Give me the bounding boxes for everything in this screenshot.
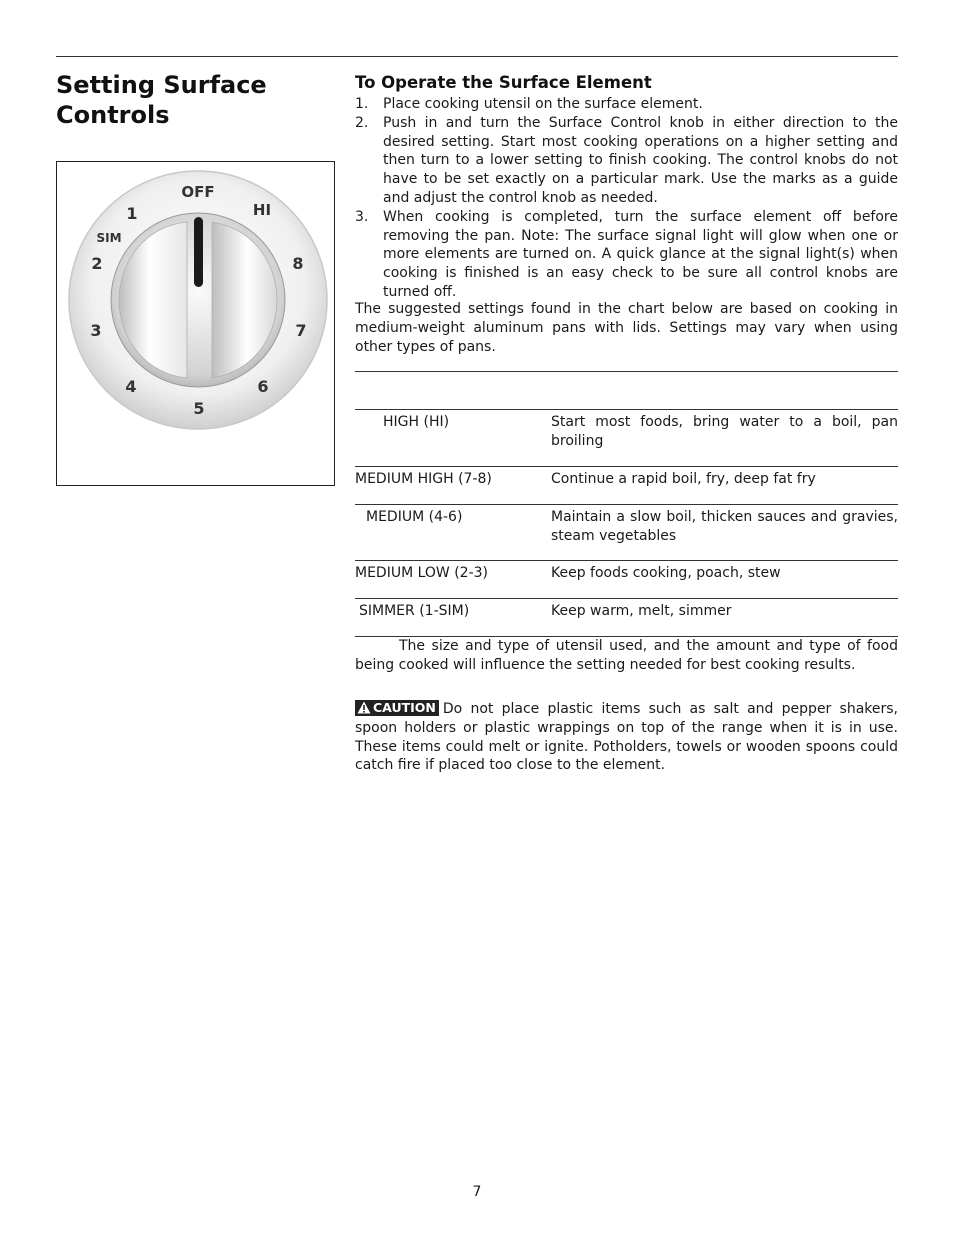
caution-badge xyxy=(355,700,439,716)
knob-label-3: 3 xyxy=(90,321,102,340)
intro-paragraph: The suggested settings found in the chart below are based on cooking in medium-weight aluminum pans with lids. Settings may vary when using other types of pans. xyxy=(355,301,898,355)
section-heading: To Operate the Surface Element xyxy=(355,73,652,92)
setting-cell: MEDIUM HIGH (7-8) xyxy=(355,467,551,505)
note-paragraph: The size and type of utensil used, and the amount and type of food being cooked will influence the setting needed for best cooking results. xyxy=(355,638,898,673)
setting-cell: MEDIUM LOW (2-3) xyxy=(355,561,551,599)
instruction-steps xyxy=(355,95,898,302)
table-row xyxy=(355,410,898,467)
surface-control-knob-illustration xyxy=(56,161,335,486)
knob-label-7: 7 xyxy=(295,321,307,340)
knob-label-4: 4 xyxy=(125,377,137,396)
table-header-blank xyxy=(355,372,898,410)
table-header-spacer-row xyxy=(355,372,898,410)
step-text: When cooking is completed, turn the surface element off before removing the pan. Note: The surface signal light will glow when one or more elements are turned on. A quick glance at the signal light(s) when cooking is finished is an easy check to be sure all control knobs are turned off. xyxy=(383,208,898,300)
use-cell: Keep warm, melt, simmer xyxy=(551,599,898,637)
table-row xyxy=(355,561,898,599)
instruction-step xyxy=(355,208,898,302)
caution-paragraph xyxy=(355,700,898,775)
instruction-step xyxy=(355,114,898,208)
table-row xyxy=(355,467,898,505)
setting-cell: HIGH (HI) xyxy=(355,410,551,467)
table-row xyxy=(355,599,898,637)
setting-cell: SIMMER (1-SIM) xyxy=(355,599,551,637)
knob-label-6: 6 xyxy=(257,377,269,396)
step-number: 1. xyxy=(355,96,369,112)
knob-label-8: 8 xyxy=(292,254,304,273)
top-rule xyxy=(56,56,898,57)
knob-diagram xyxy=(57,162,334,485)
step-number: 3. xyxy=(355,208,369,225)
table-row xyxy=(355,505,898,561)
setting-cell: MEDIUM (4-6) xyxy=(355,505,551,561)
settings-table xyxy=(355,371,898,637)
use-cell: Start most foods, bring water to a boil, pan broiling xyxy=(551,410,898,467)
knob-label-off: OFF xyxy=(181,183,215,201)
knob-label-5: 5 xyxy=(193,399,205,418)
knob-pointer-indicator xyxy=(194,217,203,287)
use-cell: Maintain a slow boil, thicken sauces and gravies, steam vegetables xyxy=(551,505,898,561)
use-cell: Keep foods cooking, poach, stew xyxy=(551,561,898,599)
knob-label-1: 1 xyxy=(126,204,138,223)
caution-label: CAUTION xyxy=(373,700,436,715)
page-number: 7 xyxy=(472,1184,482,1200)
step-number: 2. xyxy=(355,114,369,131)
warning-triangle-icon xyxy=(357,701,371,714)
page-title: Setting Surface Controls xyxy=(56,71,267,129)
use-cell: Continue a rapid boil, fry, deep fat fry xyxy=(551,467,898,505)
knob-label-2: 2 xyxy=(91,254,103,273)
caution-text: Do not place plastic items such as salt and pepper shakers, spoon holders or plastic wrappings on top of the range when it is in use. These items could melt or ignite. Potholders, towels or wooden spoons could catch fire if placed too close to the element. xyxy=(355,701,898,774)
step-text: Push in and turn the Surface Control knob in either direction to the desired setting. Start most cooking operations on a higher setting and then turn to a lower setting to finish cooking. The control knobs do not have to be set exactly on a particular mark. Use the marks as a guide and adjust the control knob as needed. xyxy=(383,114,898,206)
knob-label-hi: HI xyxy=(252,201,272,219)
knob-label-sim: SIM xyxy=(96,231,122,245)
step-text: Place cooking utensil on the surface element. xyxy=(383,96,703,112)
instruction-step xyxy=(355,95,898,114)
